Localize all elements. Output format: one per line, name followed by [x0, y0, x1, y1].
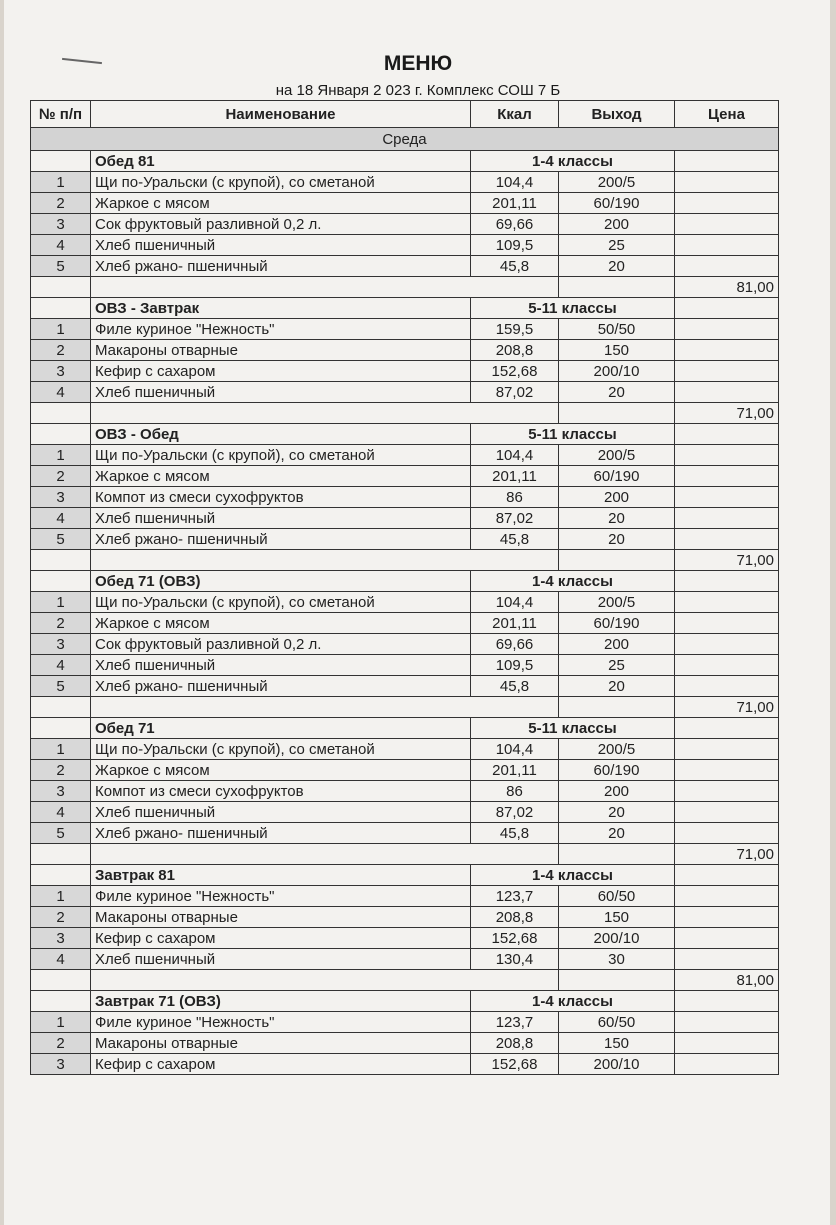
- item-kcal: 109,5: [471, 655, 559, 676]
- item-number: 3: [31, 928, 91, 949]
- item-number: 3: [31, 1054, 91, 1075]
- item-kcal: 130,4: [471, 949, 559, 970]
- item-name: Жаркое с мясом: [91, 466, 471, 487]
- item-number: 5: [31, 256, 91, 277]
- item-number: 4: [31, 508, 91, 529]
- day-row: [31, 128, 779, 151]
- total-num-cell: [31, 970, 91, 991]
- menu-table: [30, 100, 779, 1075]
- menu-item-row: [31, 655, 779, 676]
- section-num-cell: [31, 424, 91, 445]
- section-total-row: [31, 550, 779, 571]
- item-kcal: 201,11: [471, 613, 559, 634]
- table-header-row: [31, 101, 779, 128]
- menu-item-row: [31, 382, 779, 403]
- item-kcal: 45,8: [471, 676, 559, 697]
- menu-item-row: [31, 340, 779, 361]
- section-total-price: 81,00: [675, 277, 779, 298]
- column-header-out: Выход: [559, 101, 675, 128]
- total-num-cell: [31, 844, 91, 865]
- item-kcal: 152,68: [471, 928, 559, 949]
- section-classes: 1-4 классы: [471, 865, 675, 886]
- item-price: [675, 1033, 779, 1054]
- item-output: 20: [559, 802, 675, 823]
- menu-item-row: [31, 319, 779, 340]
- menu-item-row: [31, 193, 779, 214]
- item-kcal: 45,8: [471, 256, 559, 277]
- item-kcal: 87,02: [471, 802, 559, 823]
- item-kcal: 201,11: [471, 760, 559, 781]
- section-title: Обед 71: [91, 718, 471, 739]
- item-number: 2: [31, 613, 91, 634]
- item-output: 20: [559, 508, 675, 529]
- item-output: 200: [559, 634, 675, 655]
- section-header-row: [31, 424, 779, 445]
- item-name: Филе куриное "Нежность": [91, 1012, 471, 1033]
- day-label: Среда: [31, 128, 779, 151]
- item-output: 200/10: [559, 928, 675, 949]
- section-total-row: [31, 970, 779, 991]
- item-output: 200/5: [559, 592, 675, 613]
- menu-item-row: [31, 949, 779, 970]
- item-number: 2: [31, 760, 91, 781]
- menu-item-row: [31, 1033, 779, 1054]
- item-output: 60/50: [559, 886, 675, 907]
- item-name: Компот из смеси сухофруктов: [91, 487, 471, 508]
- item-kcal: 69,66: [471, 634, 559, 655]
- item-price: [675, 634, 779, 655]
- item-output: 30: [559, 949, 675, 970]
- item-number: 1: [31, 1012, 91, 1033]
- item-kcal: 87,02: [471, 382, 559, 403]
- item-output: 200: [559, 487, 675, 508]
- item-price: [675, 907, 779, 928]
- item-price: [675, 193, 779, 214]
- section-price-cell: [675, 571, 779, 592]
- item-price: [675, 886, 779, 907]
- total-blank-cell: [559, 697, 675, 718]
- item-kcal: 86: [471, 487, 559, 508]
- item-price: [675, 487, 779, 508]
- section-total-row: [31, 697, 779, 718]
- section-total-price: 71,00: [675, 403, 779, 424]
- item-kcal: 201,11: [471, 193, 559, 214]
- section-header-row: [31, 151, 779, 172]
- item-number: 5: [31, 529, 91, 550]
- item-name: Жаркое с мясом: [91, 613, 471, 634]
- menu-item-row: [31, 886, 779, 907]
- section-num-cell: [31, 718, 91, 739]
- total-blank-cell: [559, 403, 675, 424]
- section-total-price: 81,00: [675, 970, 779, 991]
- item-name: Макароны отварные: [91, 1033, 471, 1054]
- item-kcal: 109,5: [471, 235, 559, 256]
- item-kcal: 123,7: [471, 886, 559, 907]
- item-output: 20: [559, 256, 675, 277]
- section-title: Завтрак 71 (ОВЗ): [91, 991, 471, 1012]
- item-name: Щи по-Уральски (с крупой), со сметаной: [91, 172, 471, 193]
- item-price: [675, 823, 779, 844]
- item-number: 3: [31, 781, 91, 802]
- item-name: Кефир с сахаром: [91, 1054, 471, 1075]
- item-kcal: 208,8: [471, 1033, 559, 1054]
- item-output: 60/190: [559, 760, 675, 781]
- section-num-cell: [31, 151, 91, 172]
- item-kcal: 86: [471, 781, 559, 802]
- section-classes: 5-11 классы: [471, 718, 675, 739]
- item-name: Кефир с сахаром: [91, 928, 471, 949]
- item-kcal: 104,4: [471, 739, 559, 760]
- menu-item-row: [31, 529, 779, 550]
- section-classes: 5-11 классы: [471, 298, 675, 319]
- item-name: Макароны отварные: [91, 340, 471, 361]
- menu-item-row: [31, 508, 779, 529]
- item-kcal: 208,8: [471, 907, 559, 928]
- menu-item-row: [31, 487, 779, 508]
- menu-item-row: [31, 256, 779, 277]
- item-price: [675, 1012, 779, 1033]
- item-name: Сок фруктовый разливной 0,2 л.: [91, 634, 471, 655]
- item-name: Щи по-Уральски (с крупой), со сметаной: [91, 445, 471, 466]
- total-num-cell: [31, 550, 91, 571]
- menu-item-row: [31, 907, 779, 928]
- section-num-cell: [31, 865, 91, 886]
- item-name: Макароны отварные: [91, 907, 471, 928]
- item-number: 4: [31, 382, 91, 403]
- menu-item-row: [31, 235, 779, 256]
- item-number: 2: [31, 340, 91, 361]
- item-number: 3: [31, 487, 91, 508]
- document-subtitle: на 18 Января 2 023 г. Комплекс СОШ 7 Б: [275, 82, 561, 99]
- item-kcal: 201,11: [471, 466, 559, 487]
- item-name: Филе куриное "Нежность": [91, 319, 471, 340]
- item-number: 5: [31, 676, 91, 697]
- total-num-cell: [31, 277, 91, 298]
- item-name: Щи по-Уральски (с крупой), со сметаной: [91, 739, 471, 760]
- section-classes: 1-4 классы: [471, 151, 675, 172]
- column-header-name: Наименование: [91, 101, 471, 128]
- item-price: [675, 760, 779, 781]
- menu-item-row: [31, 634, 779, 655]
- item-kcal: 104,4: [471, 445, 559, 466]
- item-output: 200/10: [559, 1054, 675, 1075]
- item-output: 50/50: [559, 319, 675, 340]
- item-number: 4: [31, 655, 91, 676]
- item-name: Щи по-Уральски (с крупой), со сметаной: [91, 592, 471, 613]
- total-blank-cell: [91, 550, 559, 571]
- item-output: 20: [559, 823, 675, 844]
- item-output: 60/190: [559, 613, 675, 634]
- item-price: [675, 1054, 779, 1075]
- item-name: Хлеб ржано- пшеничный: [91, 823, 471, 844]
- menu-item-row: [31, 613, 779, 634]
- column-header-price: Цена: [675, 101, 779, 128]
- section-num-cell: [31, 991, 91, 1012]
- item-price: [675, 781, 779, 802]
- section-price-cell: [675, 718, 779, 739]
- item-number: 3: [31, 361, 91, 382]
- section-price-cell: [675, 151, 779, 172]
- item-kcal: 45,8: [471, 529, 559, 550]
- menu-item-row: [31, 928, 779, 949]
- item-name: Хлеб пшеничный: [91, 802, 471, 823]
- item-number: 5: [31, 823, 91, 844]
- item-output: 60/190: [559, 466, 675, 487]
- item-name: Хлеб пшеничный: [91, 382, 471, 403]
- item-name: Хлеб пшеничный: [91, 508, 471, 529]
- section-total-price: 71,00: [675, 550, 779, 571]
- item-number: 4: [31, 949, 91, 970]
- item-output: 20: [559, 529, 675, 550]
- item-kcal: 45,8: [471, 823, 559, 844]
- total-blank-cell: [91, 403, 559, 424]
- item-number: 1: [31, 739, 91, 760]
- menu-item-row: [31, 760, 779, 781]
- menu-body: [31, 128, 779, 1075]
- item-output: 60/190: [559, 193, 675, 214]
- item-number: 1: [31, 319, 91, 340]
- item-name: Кефир с сахаром: [91, 361, 471, 382]
- menu-item-row: [31, 1054, 779, 1075]
- item-output: 25: [559, 235, 675, 256]
- section-price-cell: [675, 298, 779, 319]
- total-num-cell: [31, 697, 91, 718]
- total-blank-cell: [559, 277, 675, 298]
- menu-item-row: [31, 1012, 779, 1033]
- item-price: [675, 676, 779, 697]
- item-price: [675, 172, 779, 193]
- item-price: [675, 802, 779, 823]
- total-blank-cell: [91, 970, 559, 991]
- item-price: [675, 655, 779, 676]
- section-price-cell: [675, 424, 779, 445]
- item-price: [675, 235, 779, 256]
- item-price: [675, 466, 779, 487]
- item-kcal: 152,68: [471, 1054, 559, 1075]
- item-name: Хлеб ржано- пшеничный: [91, 256, 471, 277]
- item-price: [675, 592, 779, 613]
- menu-item-row: [31, 802, 779, 823]
- item-number: 2: [31, 193, 91, 214]
- section-num-cell: [31, 298, 91, 319]
- total-blank-cell: [91, 697, 559, 718]
- item-kcal: 152,68: [471, 361, 559, 382]
- section-price-cell: [675, 865, 779, 886]
- section-header-row: [31, 718, 779, 739]
- item-price: [675, 949, 779, 970]
- item-name: Хлеб ржано- пшеничный: [91, 529, 471, 550]
- item-number: 1: [31, 172, 91, 193]
- section-header-row: [31, 991, 779, 1012]
- item-price: [675, 445, 779, 466]
- menu-item-row: [31, 739, 779, 760]
- section-title: ОВЗ - Обед: [91, 424, 471, 445]
- section-title: Обед 71 (ОВЗ): [91, 571, 471, 592]
- item-output: 60/50: [559, 1012, 675, 1033]
- section-total-row: [31, 277, 779, 298]
- section-header-row: [31, 865, 779, 886]
- section-total-row: [31, 844, 779, 865]
- item-output: 150: [559, 907, 675, 928]
- item-name: Компот из смеси сухофруктов: [91, 781, 471, 802]
- item-price: [675, 739, 779, 760]
- item-number: 3: [31, 634, 91, 655]
- menu-item-row: [31, 361, 779, 382]
- item-price: [675, 319, 779, 340]
- item-price: [675, 928, 779, 949]
- section-classes: 1-4 классы: [471, 991, 675, 1012]
- item-output: 200/5: [559, 445, 675, 466]
- column-header-kcal: Ккал: [471, 101, 559, 128]
- item-price: [675, 214, 779, 235]
- item-price: [675, 613, 779, 634]
- section-total-price: 71,00: [675, 697, 779, 718]
- item-number: 4: [31, 802, 91, 823]
- item-kcal: 87,02: [471, 508, 559, 529]
- item-number: 4: [31, 235, 91, 256]
- section-title: Обед 81: [91, 151, 471, 172]
- section-header-row: [31, 298, 779, 319]
- section-classes: 1-4 классы: [471, 571, 675, 592]
- total-blank-cell: [559, 844, 675, 865]
- item-number: 2: [31, 466, 91, 487]
- item-price: [675, 508, 779, 529]
- item-output: 150: [559, 1033, 675, 1054]
- item-kcal: 69,66: [471, 214, 559, 235]
- item-output: 200: [559, 214, 675, 235]
- section-header-row: [31, 571, 779, 592]
- item-kcal: 104,4: [471, 592, 559, 613]
- total-blank-cell: [559, 970, 675, 991]
- section-total-price: 71,00: [675, 844, 779, 865]
- item-price: [675, 340, 779, 361]
- item-price: [675, 382, 779, 403]
- item-name: Филе куриное "Нежность": [91, 886, 471, 907]
- menu-item-row: [31, 823, 779, 844]
- item-kcal: 159,5: [471, 319, 559, 340]
- item-number: 2: [31, 1033, 91, 1054]
- item-number: 3: [31, 214, 91, 235]
- item-price: [675, 256, 779, 277]
- item-output: 200/5: [559, 172, 675, 193]
- item-name: Хлеб ржано- пшеничный: [91, 676, 471, 697]
- item-number: 1: [31, 886, 91, 907]
- total-blank-cell: [559, 550, 675, 571]
- item-number: 1: [31, 592, 91, 613]
- item-kcal: 208,8: [471, 340, 559, 361]
- menu-item-row: [31, 466, 779, 487]
- item-name: Жаркое с мясом: [91, 193, 471, 214]
- section-price-cell: [675, 991, 779, 1012]
- item-output: 200: [559, 781, 675, 802]
- menu-item-row: [31, 676, 779, 697]
- section-classes: 5-11 классы: [471, 424, 675, 445]
- menu-item-row: [31, 592, 779, 613]
- column-header-num: № п/п: [31, 101, 91, 128]
- item-price: [675, 361, 779, 382]
- item-output: 25: [559, 655, 675, 676]
- item-output: 200/10: [559, 361, 675, 382]
- item-name: Жаркое с мясом: [91, 760, 471, 781]
- menu-item-row: [31, 445, 779, 466]
- menu-item-row: [31, 172, 779, 193]
- item-kcal: 104,4: [471, 172, 559, 193]
- item-output: 200/5: [559, 739, 675, 760]
- section-title: ОВЗ - Завтрак: [91, 298, 471, 319]
- item-name: Хлеб пшеничный: [91, 655, 471, 676]
- item-output: 20: [559, 676, 675, 697]
- item-number: 1: [31, 445, 91, 466]
- item-number: 2: [31, 907, 91, 928]
- item-output: 20: [559, 382, 675, 403]
- menu-item-row: [31, 781, 779, 802]
- total-blank-cell: [91, 277, 559, 298]
- section-total-row: [31, 403, 779, 424]
- total-num-cell: [31, 403, 91, 424]
- document-title: МЕНЮ: [383, 52, 453, 75]
- item-name: Хлеб пшеничный: [91, 949, 471, 970]
- menu-item-row: [31, 214, 779, 235]
- section-num-cell: [31, 571, 91, 592]
- item-name: Хлеб пшеничный: [91, 235, 471, 256]
- item-kcal: 123,7: [471, 1012, 559, 1033]
- item-output: 150: [559, 340, 675, 361]
- total-blank-cell: [91, 844, 559, 865]
- item-price: [675, 529, 779, 550]
- section-title: Завтрак 81: [91, 865, 471, 886]
- item-name: Сок фруктовый разливной 0,2 л.: [91, 214, 471, 235]
